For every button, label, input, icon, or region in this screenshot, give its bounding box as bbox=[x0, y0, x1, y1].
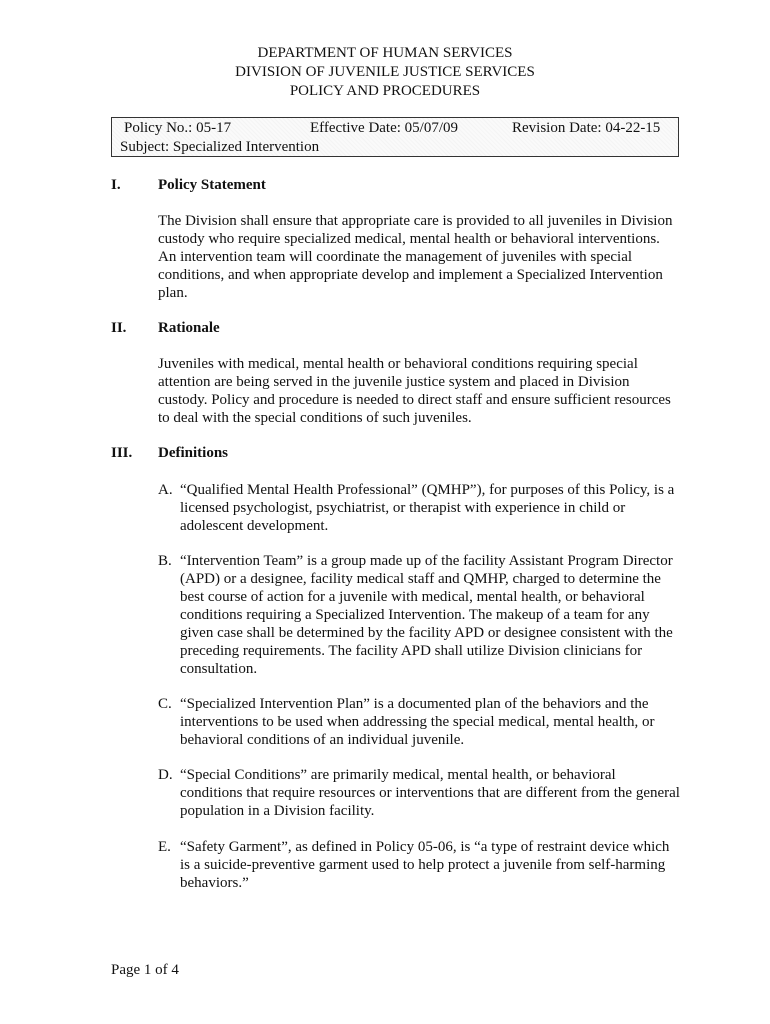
section-title: Definitions bbox=[158, 445, 229, 461]
section-body: Juveniles with medical, mental health or behavioral conditions requiring special attention are being served in the juvenile justice system and placed in Division custody. Policy and procedure is needed to direct staff and ensure sufficient resources to deal with the special conditions of such juveniles. bbox=[158, 356, 671, 426]
definition-item bbox=[158, 481, 680, 535]
header-department: DEPARTMENT OF HUMAN SERVICES bbox=[257, 45, 513, 61]
section-body: The Division shall ensure that appropriate care is provided to all juveniles in Division custody who require specialized medical, mental health or behavioral interventions. An intervention team will coordinate the management of juveniles with special conditions, and when appropriate develop and implement a Specialized Intervention plan. bbox=[158, 213, 673, 301]
page-number: Page 1 of 4 bbox=[111, 962, 179, 978]
definition-item bbox=[158, 838, 680, 892]
section-title: Policy Statement bbox=[158, 177, 266, 193]
policy-subject: Subject: Specialized Intervention bbox=[120, 139, 320, 155]
policy-info-box bbox=[111, 117, 679, 157]
revision-date: Revision Date: 04-22-15 bbox=[512, 120, 661, 136]
definition-item bbox=[158, 695, 680, 749]
section-number: II. bbox=[111, 320, 127, 336]
definition-text: “Qualified Mental Health Professional” (QMHP”), for purposes of this Policy, is a licensed psychologist, psychiatrist, or therapist with experience in child or adolescent development. bbox=[180, 482, 675, 534]
section-title: Rationale bbox=[158, 320, 220, 336]
header-division: DIVISION OF JUVENILE JUSTICE SERVICES bbox=[235, 64, 535, 80]
definition-letter: B. bbox=[158, 553, 172, 569]
effective-date: Effective Date: 05/07/09 bbox=[310, 120, 459, 136]
definition-item bbox=[158, 766, 680, 820]
section-number: I. bbox=[111, 177, 121, 193]
definition-text: “Intervention Team” is a group made up of the facility Assistant Program Director (APD) or a designee, facility medical staff and QMHP, charged to determine the best course of action for a juvenile with medical, mental health, or behavioral conditions requiring a Specialized Intervention. The makeup of a team for any given case shall be determined by the facility APD or designee consistent with the preceding requirements. The facility APD shall utilize Division clinicians for consultation. bbox=[180, 553, 673, 677]
header-policy-procedures: POLICY AND PROCEDURES bbox=[289, 83, 481, 99]
definition-text: “Special Conditions” are primarily medical, mental health, or behavioral conditions that require resources or interventions that are different from the general population in a Division facility. bbox=[180, 767, 680, 819]
definition-text: “Specialized Intervention Plan” is a documented plan of the behaviors and the interventions to be used when addressing the special medical, mental health, or behavioral conditions of an individual juvenile. bbox=[180, 696, 655, 748]
definition-item bbox=[158, 552, 680, 678]
definition-letter: D. bbox=[158, 767, 173, 783]
document-header bbox=[0, 44, 770, 101]
section-number: III. bbox=[111, 445, 133, 461]
policy-number: Policy No.: 05-17 bbox=[124, 120, 232, 136]
definition-letter: C. bbox=[158, 696, 172, 712]
definition-letter: A. bbox=[158, 482, 173, 498]
definition-letter: E. bbox=[158, 839, 171, 855]
definition-text: “Safety Garment”, as defined in Policy 05-06, is “a type of restraint device which is a suicide-preventive garment used to help protect a juvenile from self-harming behaviors.” bbox=[180, 839, 670, 891]
